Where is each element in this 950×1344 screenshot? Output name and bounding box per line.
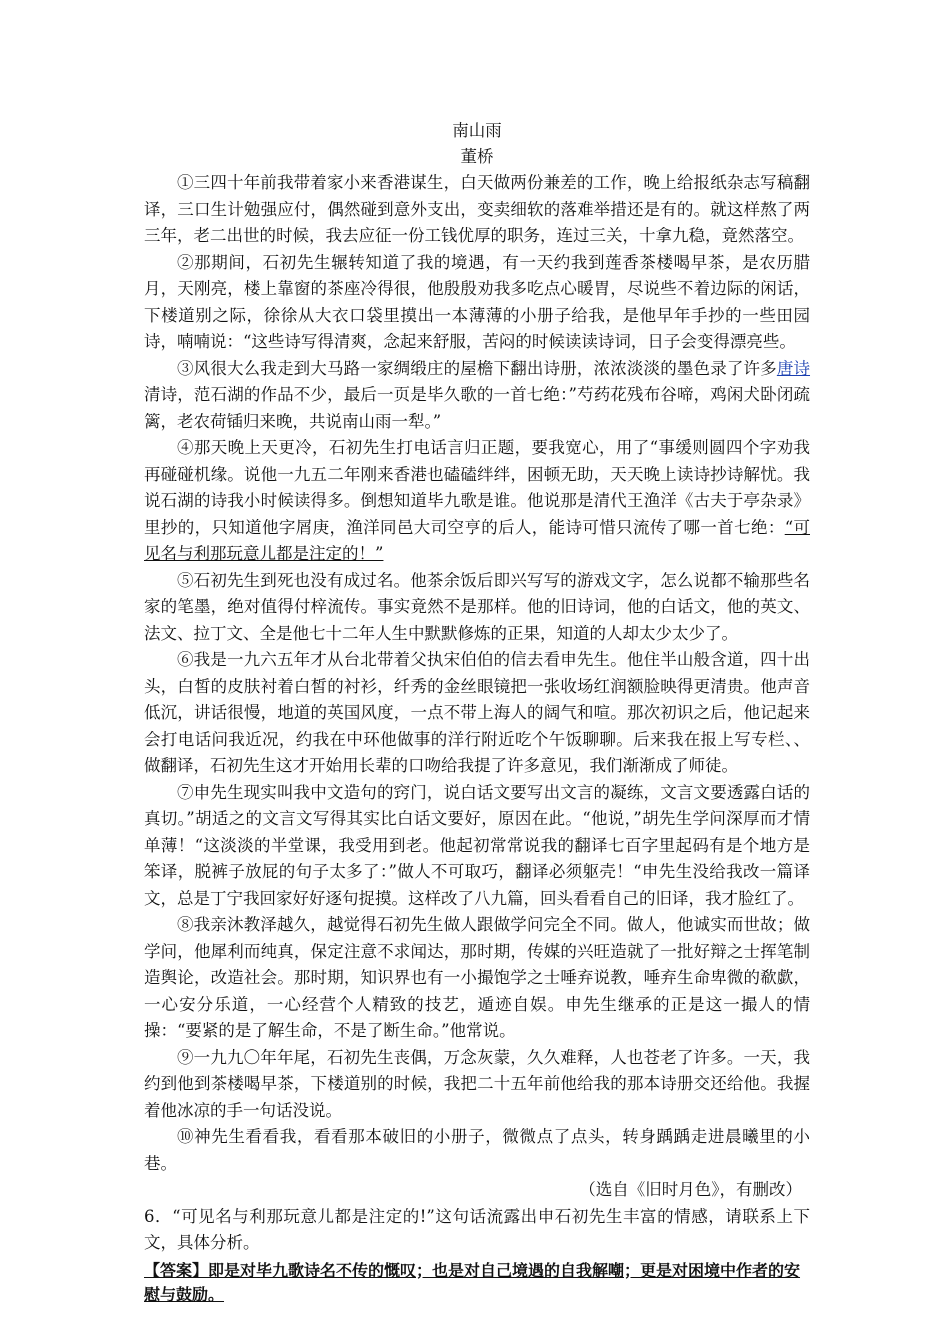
article-author: 董桥	[460, 147, 494, 166]
paragraph-3-text-b: 清诗，范石湖的作品不少，最后一页是毕久歌的一首七绝：”芍药花残布谷啼，鸡闲犬卧闭疏篱，老农荷锸归来晚，共说南山雨一犁。”	[144, 385, 810, 431]
underlined-quote: “可见名与利那玩意儿都是注定的！”	[144, 517, 810, 563]
paragraph-9: ⑨一九九〇年年尾，石初先生丧偶，万念灰蒙，久久难释，人也苍老了许多。一天，我约到他到茶楼喝早茶，下楼道别的时候，我把二十五年前他给我的那本诗册交还给他。我握着他冰凉的手一句话没说。	[144, 1047, 810, 1120]
paragraph-7: ⑦申先生现实叫我中文造句的窍门，说白话文要写出文言的凝练，文言文要透露白话的真切。”胡适之的文言文写得其实比白话文要好，原因在此。“他说，”胡先生学问深厚而才情单薄！“这淡淡的半堂课，我受用到老。他起初常常说我的翻译七百字里起码有是个地方是笨译，脱裤子放屁的句子太多了：”做人不可取巧，翻译必须躯壳！“申先生没给我改一篇译文，总是丁宁我回家好好逐句捉摸。这样改了八九篇，回头看看自己的旧译，我才脸红了。	[144, 782, 810, 908]
question-6: 6．“可见名与利那玩意儿都是注定的!”这句话流露出申石初先生丰富的情感，请联系上下文，具体分析。	[144, 1206, 810, 1252]
source-note: （选自《旧时月色》，有删改）	[579, 1180, 802, 1199]
document-page	[144, 118, 810, 1307]
tang-poetry-link[interactable]: 唐诗	[776, 358, 811, 378]
paragraph-4-text: ④那天晚上天更冷，石初先生打电话言归正题，要我宽心，用了“事缓则圆四个字劝我再碰碰机缘。说他一九五二年刚来香港也磕磕绊绊，困顿无助，天天晚上读诗抄诗解忧。我说石湖的诗我小时候读得多。倒想知道毕九歌是谁。他说那是清代王渔洋《古夫于亭杂录》里抄的，只知道他字屑庚，渔洋同邑大司空亨的后人，能诗可惜只流传了哪一首七绝：	[144, 438, 810, 537]
paragraph-3	[144, 356, 810, 436]
article-title: 南山雨	[452, 121, 502, 140]
answer-text: 【答案】即是对毕九歌诗名不传的慨叹；也是对自己境遇的自我解嘲；更是对困境中作者的安慰与鼓励。	[144, 1260, 801, 1304]
paragraph-10: ⑩神先生看看我，看看那本破旧的小册子，微微点了点头，转身踽踽走进晨曦里的小巷。	[144, 1127, 810, 1173]
paragraph-8: ⑧我亲沐教泽越久，越觉得石初先生做人跟做学问完全不同。做人，他诚实而世故；做学问，他犀利而纯真，保定注意不求闻达，那时期，传媒的兴旺造就了一批好辩之士挥笔制造舆论，改造社会。那时期，知识界也有一小撮饱学之士唾弃说教，唾弃生命卑微的欷歔，一心安分乐道，一心经营个人精致的技艺，遁迹自娱。申先生继承的正是这一撮人的情操：“要紧的是了解生命，不是了断生命。”他常说。	[144, 915, 810, 1040]
paragraph-1: ①三四十年前我带着家小来香港谋生，白天做两份兼差的工作，晚上给报纸杂志写稿翻译，三口生计勉强应付，偶然碰到意外支出，变卖细软的落难举措还是有的。就这样熬了两三年，老二出世的时候，我去应征一份工钱优厚的职务，连过三关，十拿九稳，竟然落空。	[144, 173, 810, 245]
paragraph-5: ⑤石初先生到死也没有成过名。他茶余饭后即兴写写的游戏文字，怎么说都不输那些名家的笔墨，绝对值得付梓流传。事实竟然不是那样。他的旧诗词，他的白话文，他的英文、法文、拉丁文、全是他七十二年人生中默默修炼的正果，知道的人却太少太少了。	[144, 570, 810, 643]
paragraph-3-text-a: ③风很大么我走到大马路一家绸缎庄的屋檐下翻出诗册，浓浓淡淡的墨色录了许多	[177, 358, 777, 378]
paragraph-6: ⑥我是一九六五年才从台北带着父执宋伯伯的信去看申先生。他住半山般含道，四十出头，白皙的皮肤衬着白皙的衬衫，纤秀的金丝眼镜把一张收场红润额脸映得更清贵。他声音低沉，讲话很慢，地道的英国风度，一点不带上海人的阔气和喧。那次初识之后，他记起来会打电话问我近况，约我在中环他做事的洋行附近吃个午饭聊聊。后来我在报上写专栏、、做翻译，石初先生这才开始用长辈的口吻给我提了许多意见，我们渐渐成了师徒。	[144, 650, 810, 775]
paragraph-2: ②那期间，石初先生辗转知道了我的境遇，有一天约我到莲香茶楼喝早茶，是农历腊月，天刚亮，楼上靠窗的茶座冷得很，他殷殷劝我多吃点心暖胃，尽说些不着边际的闲话，下楼道别之际，徐徐从大衣口袋里摸出一本薄薄的小册子给我，是他早年手抄的一些田园诗，喃喃说：“这些诗写得清爽，念起来舒服，苦闷的时候读读诗词，日子会变得漂亮些。	[144, 252, 810, 351]
paragraph-4	[144, 435, 810, 568]
